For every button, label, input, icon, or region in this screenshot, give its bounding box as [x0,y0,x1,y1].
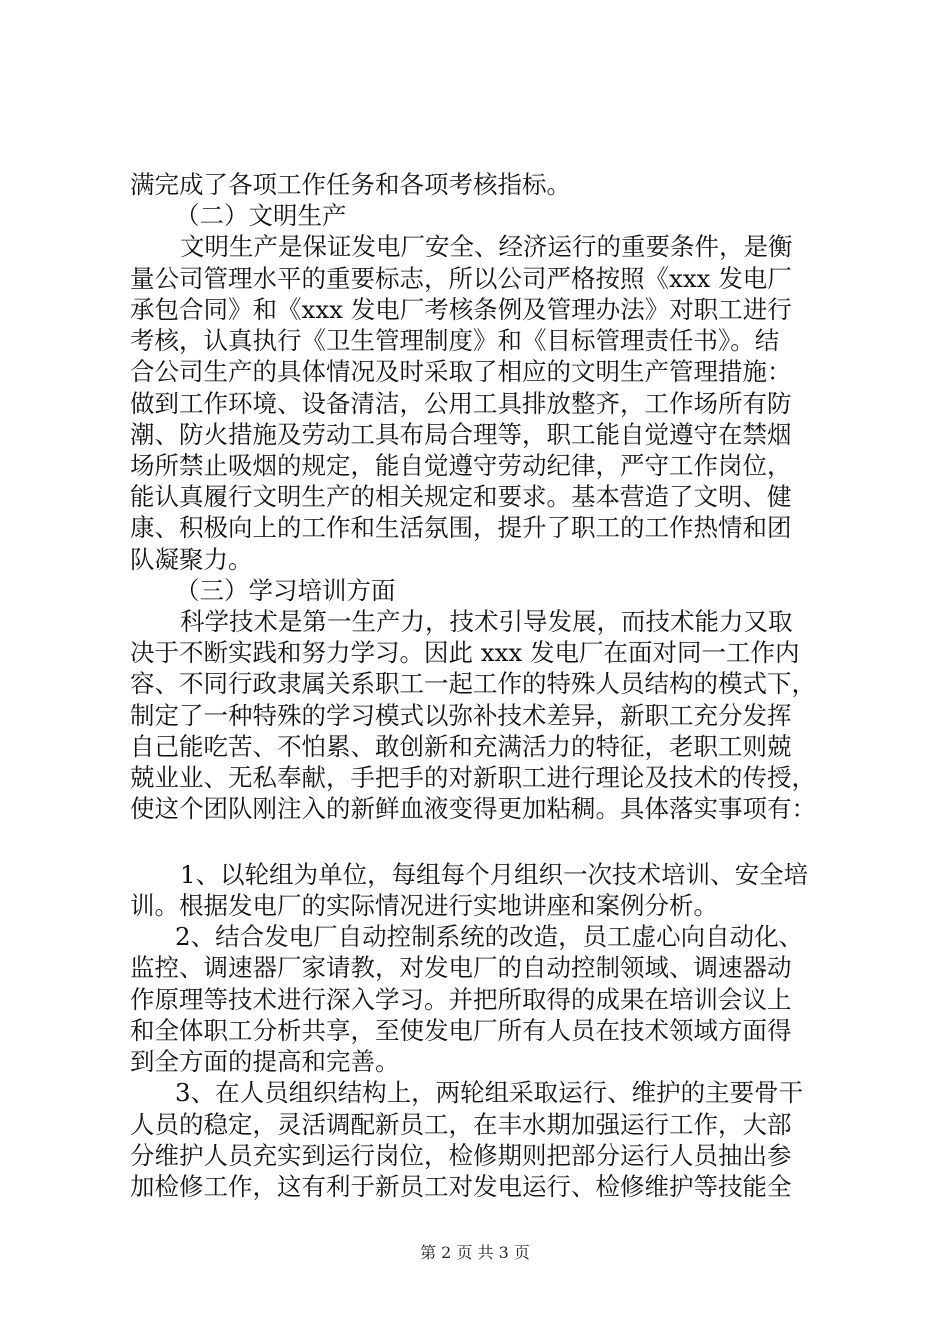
body-line: 潮、防火措施及劳动工具布局合理等，职工能自觉遵守在禁烟 [130,420,792,449]
list-item: 1、以轮组为单位，每组每个月组织一次技术培训、安全培 [180,860,809,889]
body-line: 队凝聚力。 [130,545,253,574]
body-line: 人员的稳定，灵活调配新员工，在丰水期加强运行工作，大部 [130,1110,792,1139]
body-line: 康、积极向上的工作和生活氛围，提升了职工的工作热情和团 [130,513,792,542]
body-line: 加检修工作，这有利于新员工对发电运行、检修维护等技能全 [130,1172,792,1201]
list-item: 2、结合发电厂自动控制系统的改造，员工虚心向自动化、 [175,922,804,951]
body-line: 使这个团队刚注入的新鲜血液变得更加粘稠。具体落实事项有： [130,794,816,823]
body-line: 能认真履行文明生产的相关规定和要求。基本营造了文明、健 [130,482,792,511]
body-line: 承包合同》和《xxx 发电厂考核条例及管理办法》对职工进行 [130,295,792,324]
body-line: 自己能吃苦、不怕累、敢创新和充满活力的特征，老职工则兢 [130,732,792,761]
body-line: 作原理等技术进行深入学习。并把所取得的成果在培训会议上 [130,985,792,1014]
body-line: 文明生产是保证发电厂安全、经济运行的重要条件，是衡 [180,232,793,261]
body-line: 容、不同行政隶属关系职工一起工作的特殊人员结构的模式下， [130,669,816,698]
body-line: 考核，认真执行《卫生管理制度》和《目标管理责任书》。结 [130,326,780,355]
body-line: 科学技术是第一生产力，技术引导发展，而技术能力又取 [180,607,793,636]
body-line: 训。根据发电厂的实际情况进行实地讲座和案例分析。 [130,891,718,920]
section-heading: （二）文明生产 [175,201,347,230]
body-line: 制定了一种特殊的学习模式以弥补技术差异，新职工充分发挥 [130,701,792,730]
body-line: 决于不断实践和努力学习。因此 xxx 发电厂在面对同一工作内 [130,638,800,667]
body-line: 合公司生产的具体情况及时采取了相应的文明生产管理措施： [130,357,792,386]
section-heading: （三）学习培训方面 [175,576,396,605]
body-line: 做到工作环境、设备清洁，公用工具排放整齐，工作场所有防 [130,389,792,418]
body-line: 和全体职工分析共享，至使发电厂所有人员在技术领域方面得 [130,1016,792,1045]
body-line: 到全方面的提高和完善。 [130,1047,400,1076]
body-line: 监控、调速器厂家请教，对发电厂的自动控制领域、调速器动 [130,953,792,982]
body-line: 量公司管理水平的重要标志，所以公司严格按照《xxx 发电厂 [130,264,792,293]
body-line: 场所禁止吸烟的规定，能自觉遵守劳动纪律，严守工作岗位， [130,451,792,480]
body-line: 分维护人员充实到运行岗位，检修期则把部分运行人员抽出参 [130,1141,792,1170]
body-line: 满完成了各项工作任务和各项考核指标。 [130,170,571,199]
page-footer: 第 2 页 共 3 页 [420,1243,530,1262]
list-item: 3、在人员组织结构上，两轮组采取运行、维护的主要骨干 [175,1078,804,1107]
body-line: 兢业业、无私奉献，手把手的对新职工进行理论及技术的传授， [130,763,816,792]
